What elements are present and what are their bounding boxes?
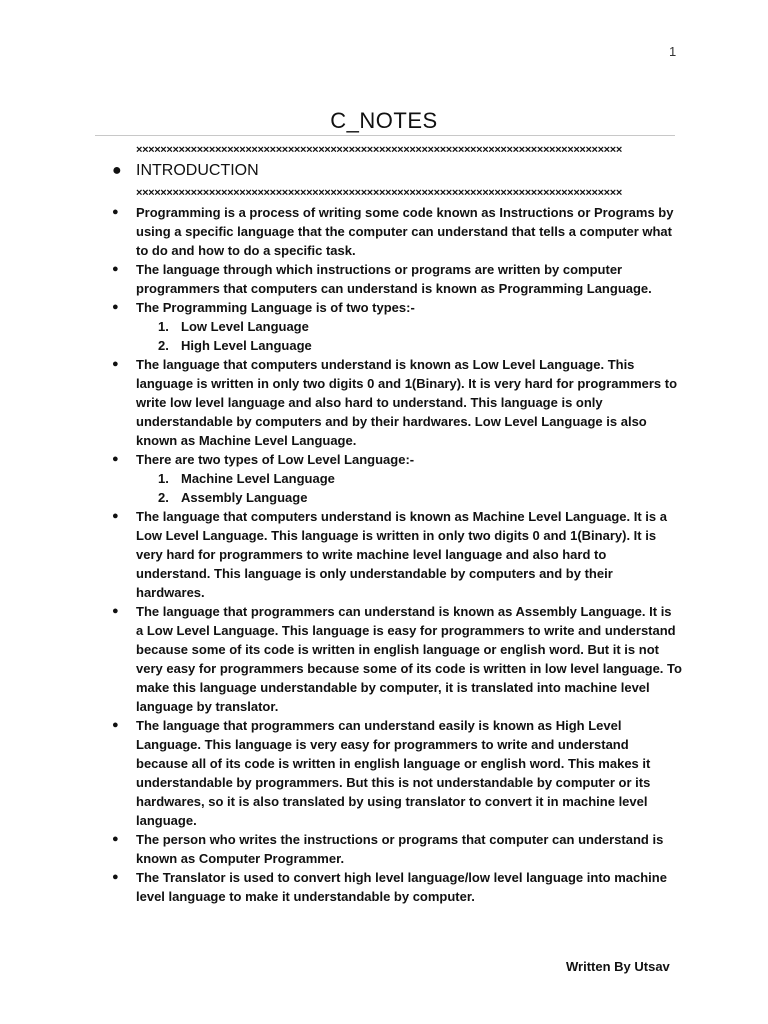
item-number: 2. xyxy=(158,490,169,505)
item-text: The language through which instructions or programs are written by computer programmers that computers can understand is known as Programming Language. xyxy=(136,262,652,296)
item-text: The language that programmers can understand is known as Assembly Language. It is a Low Level Language. This language is easy for programmers to write and understand because some of its code is written in english language or english word. But it is not very easy for programmers because some of its code is written in low level language. To make this language understandable by computer, it is translated into machine level language by translator. xyxy=(136,604,682,714)
bullet-icon: ● xyxy=(112,719,119,731)
bullet-icon: ● xyxy=(112,871,119,883)
bullet-icon: ● xyxy=(112,263,119,275)
item-text: Low Level Language xyxy=(181,319,309,334)
item-text: Assembly Language xyxy=(181,490,308,505)
bullet-icon: ● xyxy=(112,510,119,522)
numbered-sub-item xyxy=(112,469,682,488)
bullet-icon: ● xyxy=(112,605,119,617)
list-item xyxy=(112,830,682,868)
heading-bullet-icon: ● xyxy=(112,162,122,179)
item-text: Programming is a process of writing some code known as Instructions or Programs by using a specific language that the computer can understand that tells a computer what to do and how to do a specific task. xyxy=(136,205,674,258)
bullet-icon: ● xyxy=(112,453,119,465)
item-number: 1. xyxy=(158,471,169,486)
item-text: The language that computers understand is known as Machine Level Language. It is a Low Level Language. This language is written in only two digits 0 and 1(Binary). It is very hard for programmers to write machine level language and also hard to understand. This language is only understandable by computers and by their hardwares. xyxy=(136,509,667,600)
page-title: C_NOTES xyxy=(330,107,438,133)
numbered-sub-item xyxy=(112,317,682,336)
bullet-icon: ● xyxy=(112,301,119,313)
numbered-sub-item xyxy=(112,336,682,355)
title-divider xyxy=(95,135,675,136)
list-item xyxy=(112,507,682,602)
item-text: The language that programmers can understand easily is known as High Level Language. This language is very easy for programmers to write and understand because all of its code is written in english language or english word. This makes it understandable by programmers. But this is not understandable by computer or its hardwares, so it is also translated by using translator to convert it in machine level language. xyxy=(136,718,651,828)
item-text: Machine Level Language xyxy=(181,471,335,486)
item-number: 2. xyxy=(158,338,169,353)
separator-line: ×××××××××××××××××××××××××××××××××××××××××××××××××××××××××××××××××××××××××××××××× xyxy=(136,144,622,156)
numbered-sub-item xyxy=(112,488,682,507)
item-text: There are two types of Low Level Language:- xyxy=(136,452,415,467)
heading-text: INTRODUCTION xyxy=(136,162,259,179)
list-item xyxy=(112,260,682,298)
bullet-icon: ● xyxy=(112,833,119,845)
list-item xyxy=(112,298,682,317)
bullet-icon: ● xyxy=(112,206,119,218)
list-item xyxy=(112,450,682,469)
page-number: 1 xyxy=(669,44,677,59)
separator-line: ×××××××××××××××××××××××××××××××××××××××××××××××××××××××××××××××××××××××××××××××× xyxy=(136,187,622,199)
list-item xyxy=(112,868,682,906)
footer-author: Written By Utsav xyxy=(566,959,670,974)
list-item xyxy=(112,355,682,450)
bullet-icon: ● xyxy=(112,358,119,370)
list-item xyxy=(112,602,682,716)
item-number: 1. xyxy=(158,319,169,334)
item-text: The Programming Language is of two types:- xyxy=(136,300,415,315)
item-text: The Translator is used to convert high level language/low level language into machine level language to make it understandable by computer. xyxy=(136,870,667,904)
notes-list xyxy=(112,203,682,906)
list-item xyxy=(112,203,682,260)
item-text: The person who writes the instructions or programs that computer can understand is known as Computer Programmer. xyxy=(136,832,664,866)
section-heading xyxy=(112,162,259,180)
item-text: The language that computers understand is known as Low Level Language. This language is written in only two digits 0 and 1(Binary). It is very hard for programmers to write low level language and also hard to understand. This language is only understandable by computers and by their hardwares. Low Level Language is also known as Machine Level Language. xyxy=(136,357,678,448)
item-text: High Level Language xyxy=(181,338,312,353)
list-item xyxy=(112,716,682,830)
